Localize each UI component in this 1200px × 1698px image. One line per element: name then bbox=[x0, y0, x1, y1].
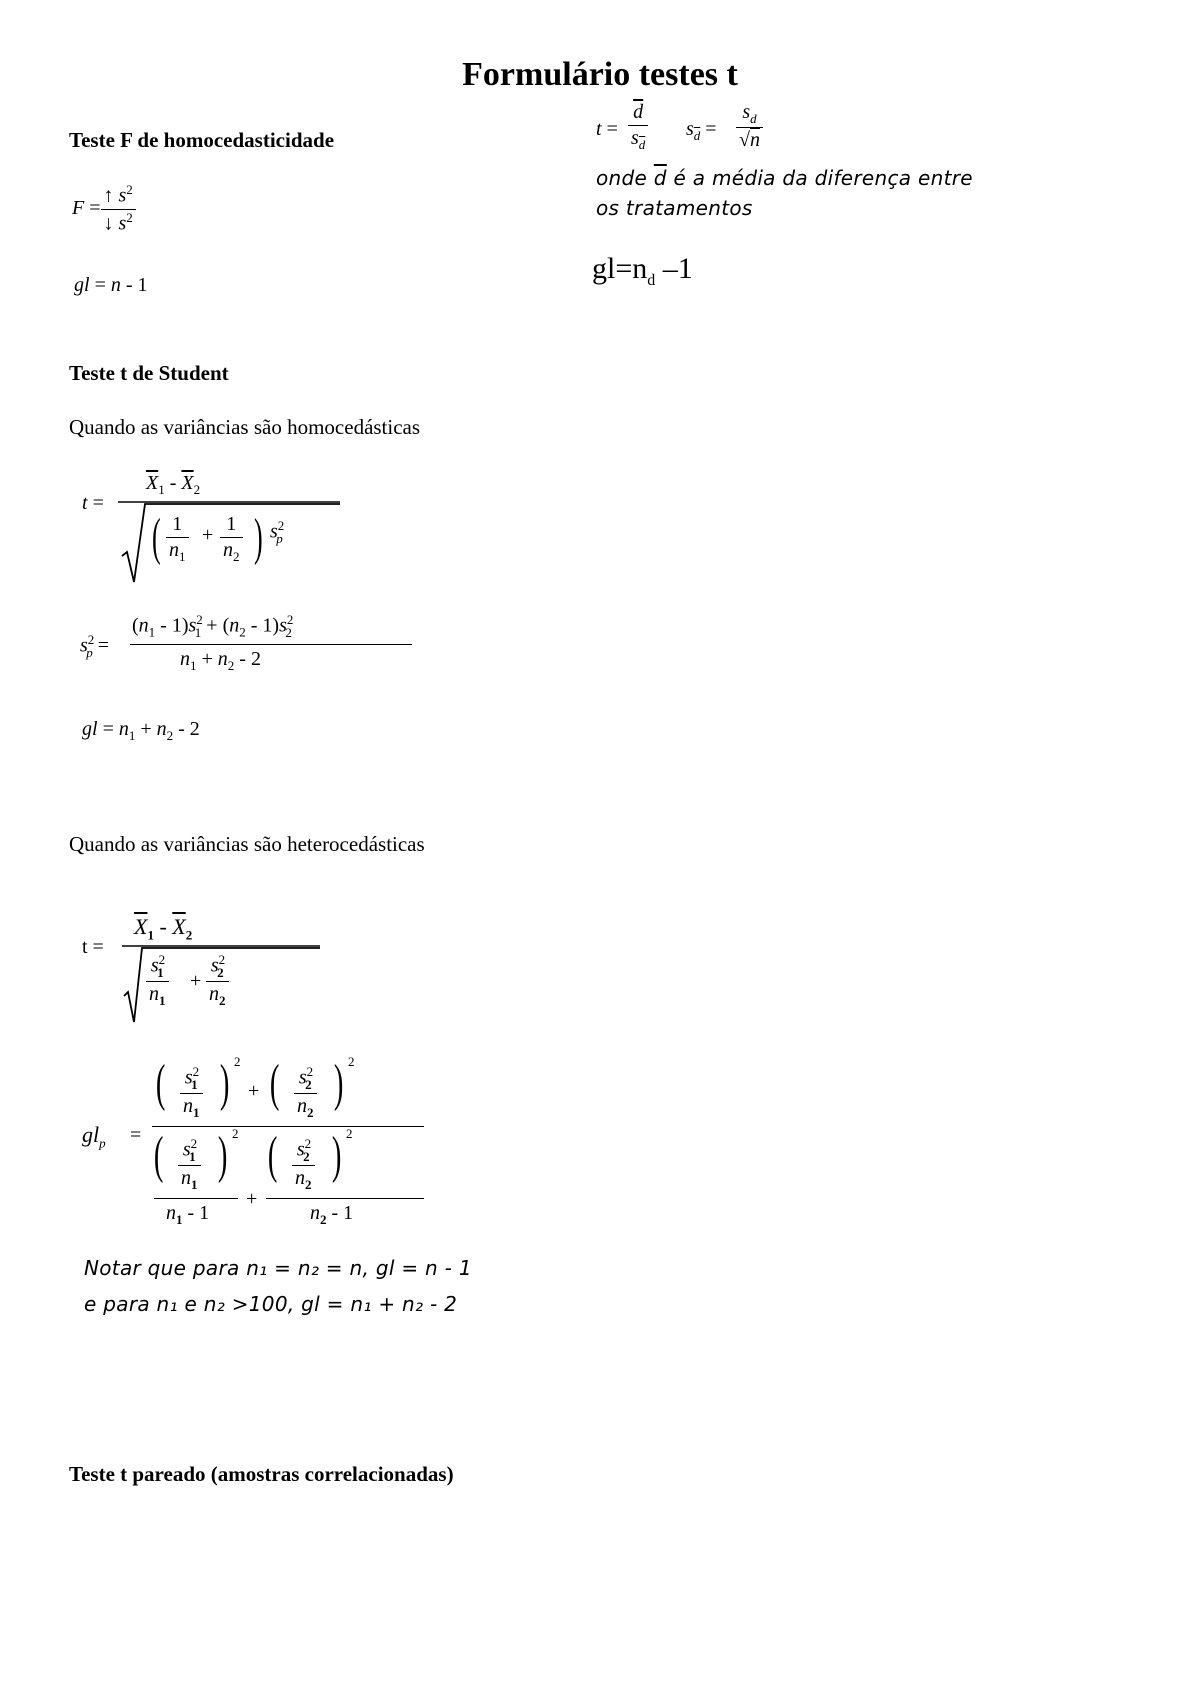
paired-note-line1: onde $\overline{d}$ é a média da diferença entre bbox=[596, 166, 973, 190]
note-large-n: e para n₁ e n₂ >100, gl = n₁ + n₂ - 2 bbox=[84, 1292, 458, 1316]
homo-df: gl = $n_1 + n_2 - 2$ bbox=[82, 718, 200, 743]
student-heading: Teste t de Student bbox=[69, 361, 229, 385]
paired-heading: Teste t pareado (amostras correlacionadas) bbox=[69, 1462, 454, 1486]
homo-t-formula: t = $\overline{X}_1 - \overline{X}_2$ ( $\frac{1}{n_1}$ + $\frac{1}{n_2}$ ) $s^2_p$ bbox=[82, 472, 282, 582]
f-test-df: gl = n - 1 bbox=[74, 274, 148, 296]
paired-note-line2: os tratamentos bbox=[596, 196, 753, 220]
welch-df-formula: $gl_p$ = ( $\frac{s^2_1}{n_1}$ ) 2 + ( $\frac{s^2_2}{n_2}$ ) 2 ( $\frac{s^2_1}{n_1}$ ) 2 $n_1 - 1$ + ( $\frac{s^2_2}{n_2}$ ) 2 $n_2 - 1$ bbox=[82, 1058, 442, 1258]
paired-t-formula: t = $\frac{\overline{d}}{s_{\overline{d}}}$ $s_{\overline{d}}$ = $\frac{s_d}{√n}$ bbox=[596, 100, 836, 160]
f-formula: F = $\frac{↑ s^2}{↓ s^2}$ bbox=[72, 182, 136, 236]
pooled-variance-formula: $s^2_p$ = $(n_1 - 1)s^2_1 + (n_2 - 1)s^2_2$ $n_1 + n_2 - 2$ bbox=[80, 612, 380, 682]
hetero-t-formula: t = $\overline{X}_1 - \overline{X}_2$ $\frac{s^2_1}{n_1}$ + $\frac{s^2_2}{n_2}$ bbox=[82, 914, 282, 1024]
page-title: Formulário testes t bbox=[462, 56, 738, 93]
note-equal-n: Notar que para n₁ = n₂ = n, gl = n - 1 bbox=[84, 1256, 472, 1280]
paired-df: $gl=n_d$ –1 bbox=[592, 252, 693, 289]
f-test-heading: Teste F de homocedasticidade bbox=[69, 128, 335, 152]
homo-intro: Quando as variâncias são homocedásticas bbox=[69, 415, 421, 439]
hetero-intro: Quando as variâncias são heterocedásticas bbox=[69, 832, 425, 856]
